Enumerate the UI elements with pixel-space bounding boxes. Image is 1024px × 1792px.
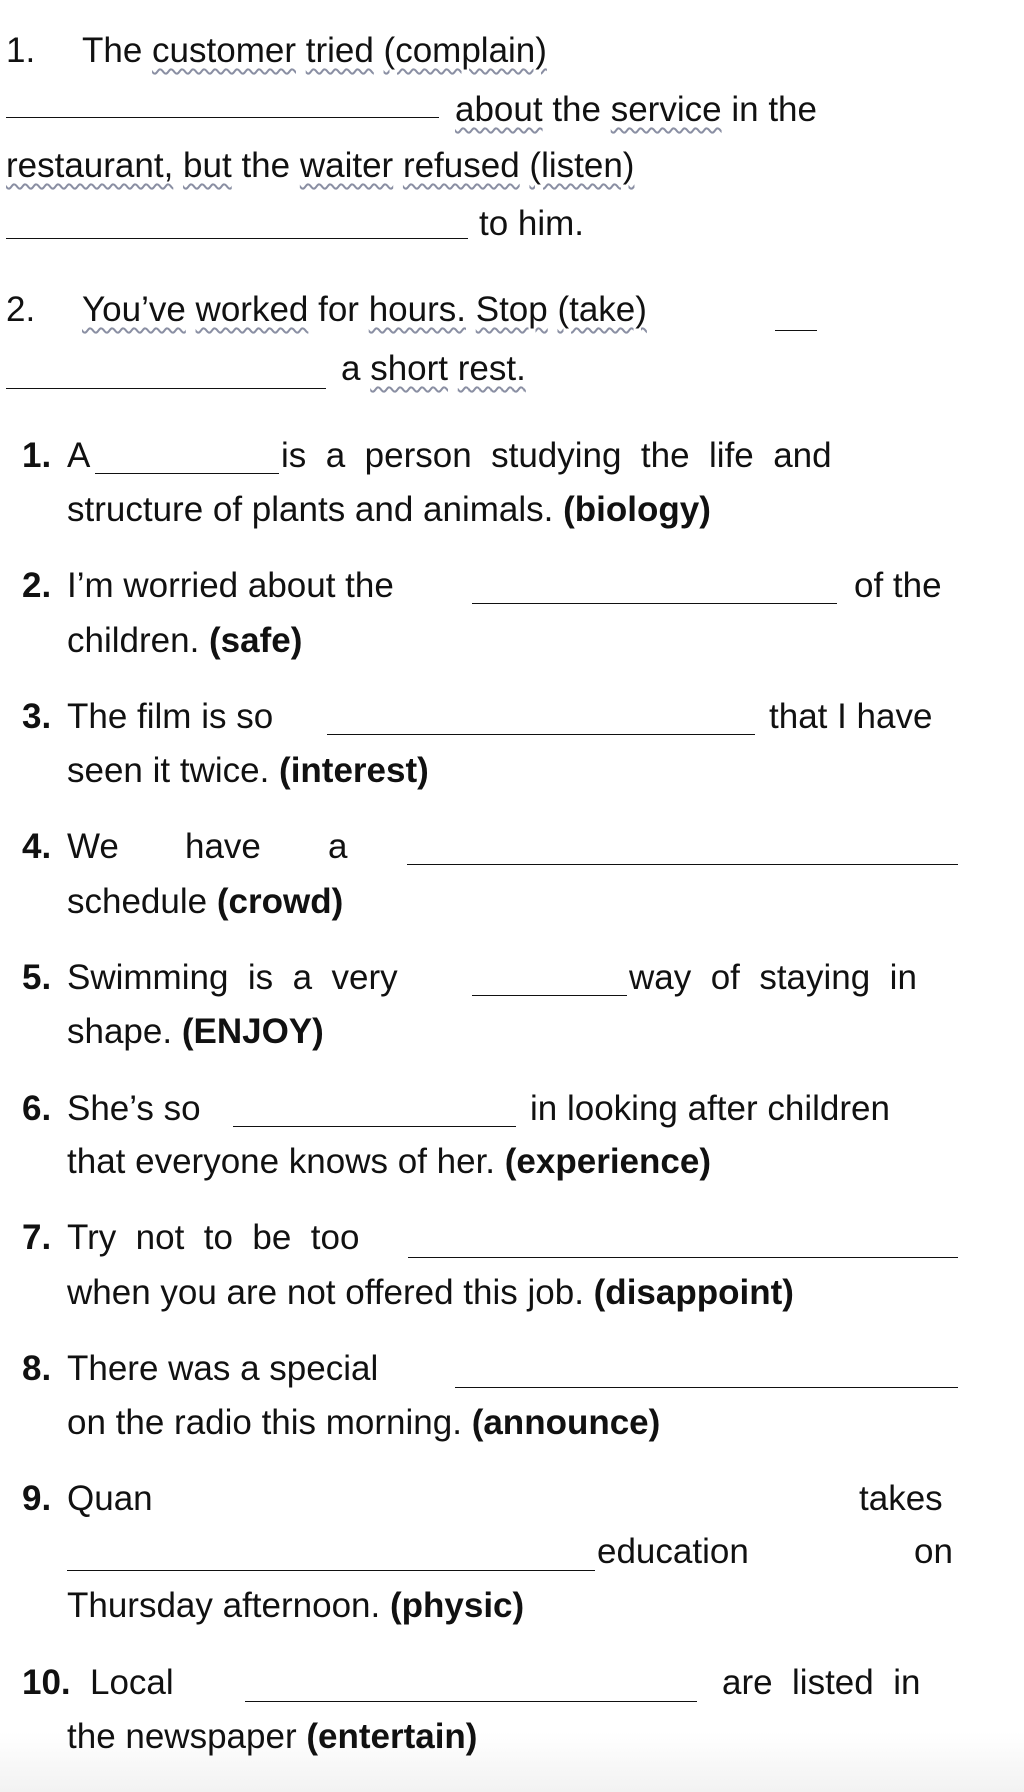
exercise-b-4-text-a2: have xyxy=(185,827,261,866)
exercise-b-6-number: 6. xyxy=(22,1089,52,1128)
exercise-b-5-number: 5. xyxy=(22,958,52,997)
answer-blank[interactable] xyxy=(6,117,439,118)
exercise-b-2-text-b: of the xyxy=(854,566,942,605)
exercise-b-2-line2: children. (safe) xyxy=(67,621,303,660)
exercise-b-8-text-a: There was a special xyxy=(67,1349,379,1388)
exercise-b-4-text-a: We xyxy=(67,827,119,866)
exercise-b-1-text-a: A xyxy=(67,436,91,475)
exercise-b-8-line2: on the radio this morning. (announce) xyxy=(67,1403,661,1442)
exercise-b-6-text-a: She’s so xyxy=(67,1089,201,1128)
answer-blank[interactable] xyxy=(6,238,468,239)
exercise-b-5-text-a: Swimming is a very xyxy=(67,958,398,997)
exercise-b-9-number: 9. xyxy=(22,1479,52,1518)
exercise-b-3-text-b: that I have xyxy=(769,697,933,736)
exercise-b-3-number: 3. xyxy=(22,697,52,736)
exercise-b-1-line2: structure of plants and animals. (biology) xyxy=(67,490,711,529)
answer-blank[interactable] xyxy=(407,864,958,865)
exercise-b-9-text-a: Quan xyxy=(67,1479,153,1518)
exercise-a-1-number: 1. xyxy=(6,31,36,70)
exercise-b-5-text-b: way of staying in xyxy=(629,958,917,997)
answer-blank[interactable] xyxy=(408,1257,958,1258)
exercise-b-7-text-a: Try not to be too xyxy=(67,1218,360,1257)
answer-blank[interactable] xyxy=(245,1701,697,1702)
answer-blank[interactable] xyxy=(327,734,755,735)
answer-blank[interactable] xyxy=(775,330,817,331)
exercise-b-1-text-b: is a person studying the life and xyxy=(281,436,832,475)
exercise-b-9-text-b: takes xyxy=(859,1479,943,1518)
answer-blank[interactable] xyxy=(6,388,326,389)
exercise-b-6-line2: that everyone knows of her. (experience) xyxy=(67,1142,711,1181)
answer-blank[interactable] xyxy=(95,473,279,474)
answer-blank[interactable] xyxy=(472,603,837,604)
exercise-b-8-number: 8. xyxy=(22,1349,52,1388)
exercise-b-3-text-a: The film is so xyxy=(67,697,274,736)
exercise-b-4-text-a3: a xyxy=(328,827,348,866)
exercise-b-4-line2: schedule (crowd) xyxy=(67,882,344,921)
exercise-b-10-line2: the newspaper (entertain) xyxy=(67,1717,478,1756)
exercise-b-2-text-a: I’m worried about the xyxy=(67,566,394,605)
exercise-b-10-number: 10. xyxy=(22,1663,71,1702)
exercise-b-7-number: 7. xyxy=(22,1218,52,1257)
exercise-b-2-number: 2. xyxy=(22,566,52,605)
exercise-b-6-text-b: in looking after children xyxy=(530,1089,890,1128)
exercise-b-9-text-m2: on xyxy=(914,1532,953,1571)
exercise-b-3-line2: seen it twice. (interest) xyxy=(67,751,429,790)
exercise-b-7-line2: when you are not offered this job. (disappoint) xyxy=(67,1273,794,1312)
exercise-a-1-line3: restaurant, but the waiter refused (listen) xyxy=(6,146,635,185)
exercise-b-5-line2: shape. (ENJOY) xyxy=(67,1012,324,1051)
exercise-a-2-line2: a short rest. xyxy=(341,349,526,388)
exercise-b-9-text-m: education xyxy=(597,1532,749,1571)
answer-blank[interactable] xyxy=(233,1126,516,1127)
exercise-b-10-text-a: Local xyxy=(90,1663,174,1702)
exercise-b-9-line3: Thursday afternoon. (physic) xyxy=(67,1586,525,1625)
exercise-a-1-line2: about the service in the xyxy=(455,90,817,129)
answer-blank[interactable] xyxy=(455,1387,958,1388)
exercise-b-10-text-b: are listed in xyxy=(722,1663,921,1702)
answer-blank[interactable] xyxy=(67,1570,595,1571)
answer-blank[interactable] xyxy=(472,995,627,996)
exercise-a-2-line1: You’ve worked for hours. Stop (take) xyxy=(82,290,647,329)
exercise-b-1-number: 1. xyxy=(22,436,52,475)
exercise-a-1-line1: The customer tried (complain) xyxy=(82,31,547,70)
exercise-a-2-number: 2. xyxy=(6,290,36,329)
exercise-a-1-line4: to him. xyxy=(479,204,585,243)
exercise-b-4-number: 4. xyxy=(22,827,52,866)
